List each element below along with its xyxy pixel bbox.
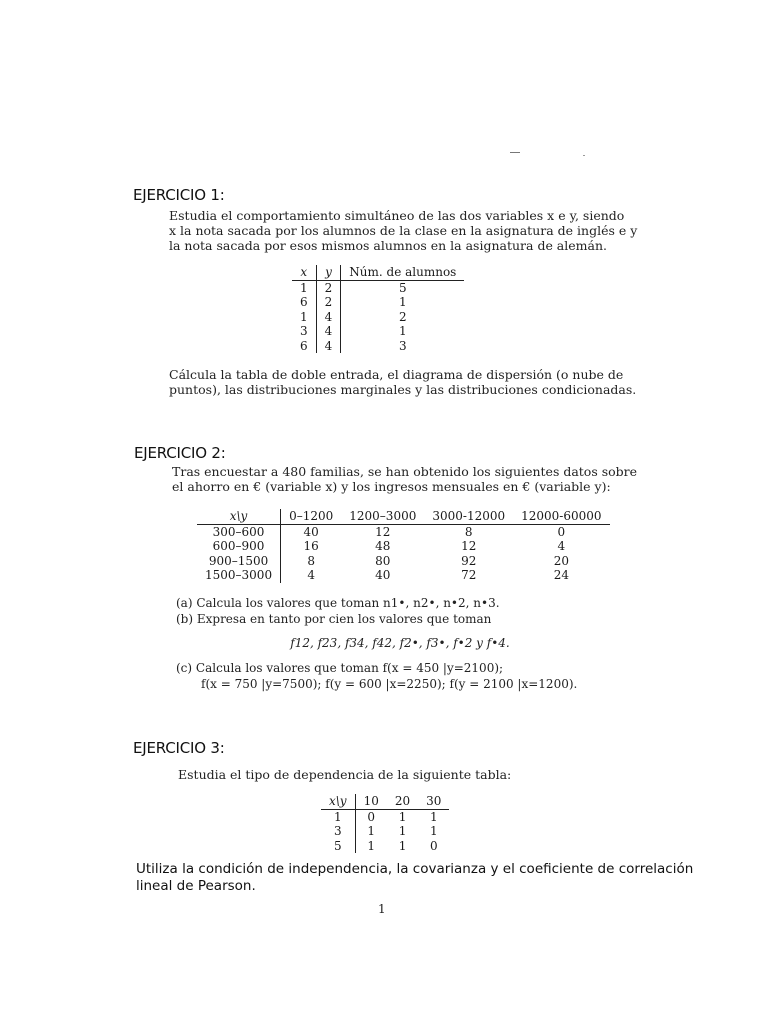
table-cell: 5 <box>321 839 355 854</box>
ex2-header-col: 0–1200 <box>281 509 342 524</box>
table-row <box>197 539 610 554</box>
ex1-intro <box>169 208 637 253</box>
table-row <box>292 295 464 310</box>
table-cell: 40 <box>303 524 319 539</box>
ex1-outro-line: puntos), las distribuciones marginales y las distribuciones condicionadas. <box>169 382 637 397</box>
ex1-intro-line: la nota sacada por esos mismos alumnos en la asignatura de alemán. <box>169 238 607 253</box>
table-cell: 900–1500 <box>197 554 281 569</box>
table-cell: 4 <box>307 568 315 582</box>
ex2-table <box>197 509 610 583</box>
table-cell: 12 <box>461 539 477 553</box>
table-cell: 4 <box>316 310 341 325</box>
table-cell: 2 <box>398 309 407 324</box>
ex3-header-col: 10 <box>355 794 387 809</box>
ex1-header-x: x <box>292 265 316 280</box>
table-cell: 1500–3000 <box>197 568 281 583</box>
ex3-note-line: Utiliza la condición de independencia, la covarianza y el coeficiente de correlación <box>136 861 694 877</box>
table-row <box>197 524 610 539</box>
ex3-heading: EJERCICIO 3: <box>133 739 225 757</box>
table-cell: 4 <box>557 539 566 553</box>
list-item: (c) Calcula los valores que toman f(x = 450 |y=2100); <box>176 661 504 675</box>
table-cell: 300–600 <box>197 524 281 539</box>
ex2-items <box>176 595 500 627</box>
ex1-table <box>292 265 464 353</box>
scan-dot <box>583 155 585 156</box>
scan-mark <box>510 152 520 153</box>
table-cell: 1 <box>367 838 376 853</box>
ex3-header-col: 30 <box>418 794 449 809</box>
table-cell: 48 <box>375 539 391 553</box>
table-cell: 5 <box>398 280 407 295</box>
ex2-formula: f12, f23, f34, f42, f2•, f3•, f•2 y f•4. <box>290 636 510 650</box>
ex1-header-count: Núm. de alumnos <box>341 265 465 280</box>
table-cell: 72 <box>461 568 477 582</box>
ex3-note <box>136 861 693 895</box>
table-cell: 1 <box>321 809 355 824</box>
table-cell: 8 <box>307 553 315 568</box>
ex2-header-col: 3000-12000 <box>424 509 513 524</box>
table-cell: 20 <box>553 553 569 568</box>
table-cell: 3 <box>321 824 355 839</box>
table-cell: 40 <box>375 568 391 582</box>
table-cell: 2 <box>316 295 341 310</box>
ex1-outro-line: Cálcula la tabla de doble entrada, el diagrama de dispersión (o nube de <box>169 367 624 382</box>
table-cell: 3 <box>398 338 407 353</box>
table-cell: 12 <box>375 524 391 539</box>
ex3-table <box>321 794 449 853</box>
ex1-intro-line: x la nota sacada por los alumnos de la clase en la asignatura de inglés e y <box>169 223 638 238</box>
ex2-item-c <box>176 660 577 692</box>
table-cell: 1 <box>398 838 407 853</box>
ex1-intro-line: Estudia el comportamiento simultáneo de las dos variables x e y, siendo <box>169 208 625 223</box>
table-row <box>321 809 449 824</box>
table-cell: 4 <box>316 339 341 354</box>
ex1-heading: EJERCICIO 1: <box>133 186 225 204</box>
table-cell: 1 <box>429 809 438 824</box>
table-cell: 1 <box>398 324 407 338</box>
table-row <box>292 324 464 339</box>
table-row <box>292 280 464 295</box>
table-cell: 6 <box>292 295 316 310</box>
table-cell: 600–900 <box>197 539 281 554</box>
ex2-header-col: 12000-60000 <box>513 509 609 524</box>
list-item: f(x = 750 |y=7500); f(y = 600 |x=2250); f(y = 2100 |x=1200). <box>201 677 578 691</box>
table-cell: 80 <box>375 553 391 568</box>
page-number: 1 <box>378 902 386 916</box>
table-cell: 8 <box>464 524 473 539</box>
table-cell: 1 <box>367 824 376 838</box>
ex2-header-corner: x\y <box>197 509 281 524</box>
ex2-header-col: 1200–3000 <box>341 509 424 524</box>
table-cell: 0 <box>367 809 376 824</box>
ex3-note-line: lineal de Pearson. <box>136 878 256 894</box>
table-cell: 92 <box>461 553 477 568</box>
table-cell: 1 <box>292 280 316 295</box>
table-cell: 0 <box>429 838 438 853</box>
table-row <box>197 554 610 569</box>
ex2-heading: EJERCICIO 2: <box>134 444 226 462</box>
ex3-header-col: 20 <box>387 794 418 809</box>
table-cell: 1 <box>429 824 438 838</box>
table-cell: 0 <box>557 524 566 539</box>
table-cell: 24 <box>553 568 569 582</box>
ex2-intro <box>172 464 637 494</box>
table-row <box>321 824 449 839</box>
table-cell: 2 <box>316 280 341 295</box>
table-cell: 16 <box>303 539 319 553</box>
ex3-intro: Estudia el tipo de dependencia de la siguiente tabla: <box>178 767 512 782</box>
table-cell: 3 <box>292 324 316 339</box>
table-cell: 1 <box>398 809 407 824</box>
ex1-header-y: y <box>316 265 341 280</box>
table-cell: 4 <box>316 324 341 339</box>
table-row <box>321 839 449 854</box>
list-item: (a) Calcula los valores que toman n1•, n2•, n•2, n•3. <box>176 596 500 610</box>
table-cell: 6 <box>292 339 316 354</box>
list-item: (b) Expresa en tanto por cien los valores que toman <box>176 612 492 626</box>
table-cell: 1 <box>292 310 316 325</box>
table-cell: 1 <box>398 824 407 838</box>
table-cell: 1 <box>398 295 407 309</box>
ex3-header-corner: x\y <box>321 794 355 809</box>
ex2-intro-line: Tras encuestar a 480 familias, se han obtenido los siguientes datos sobre <box>172 464 638 479</box>
table-row <box>292 339 464 354</box>
ex2-intro-line: el ahorro en € (variable x) y los ingresos mensuales en € (variable y): <box>172 479 611 494</box>
ex1-outro <box>169 367 636 397</box>
table-row <box>292 310 464 325</box>
table-row <box>197 568 610 583</box>
